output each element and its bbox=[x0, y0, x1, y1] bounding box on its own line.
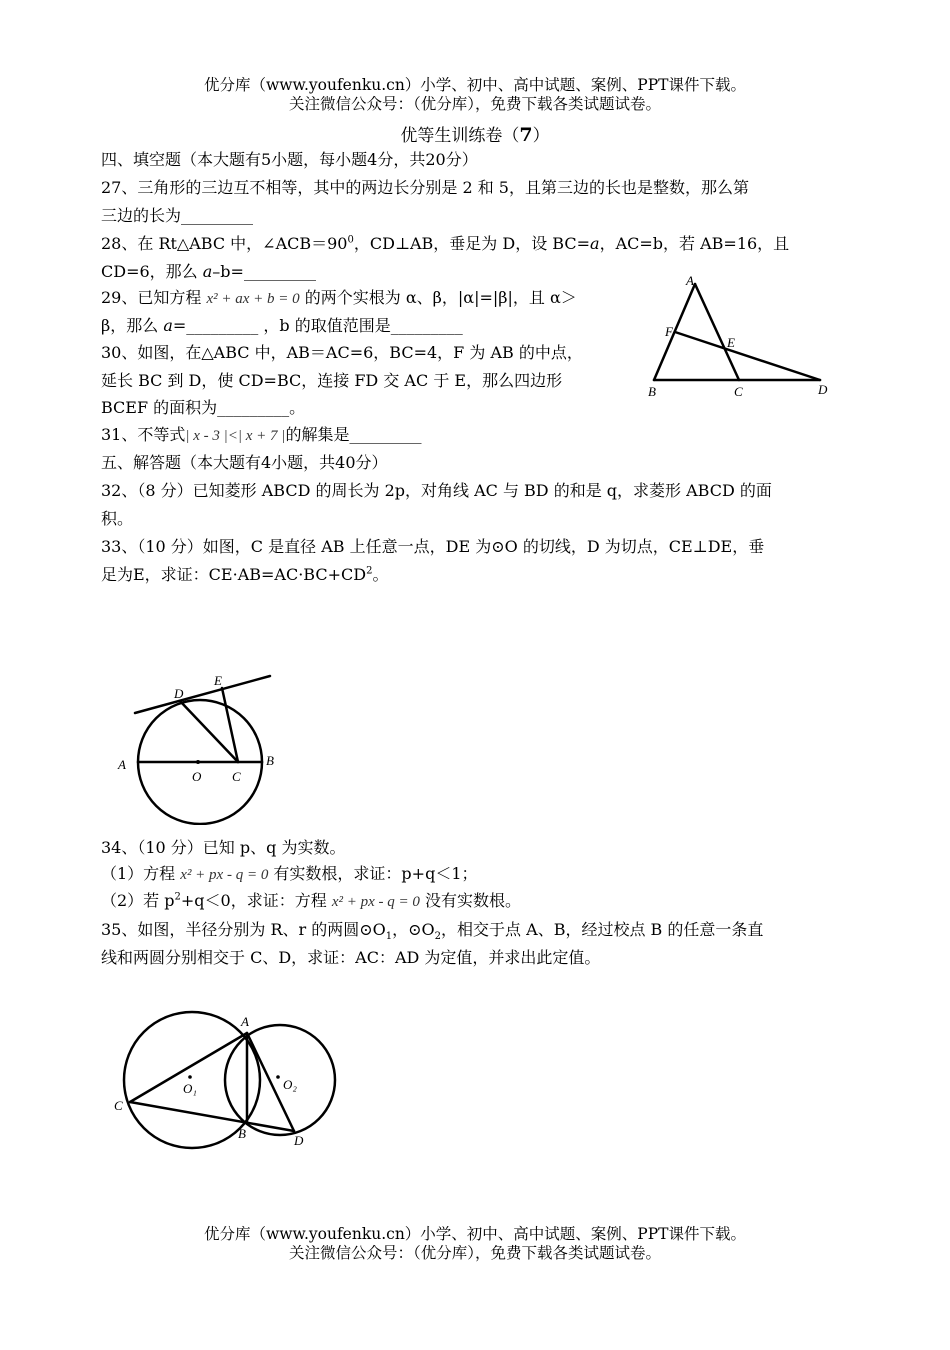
label-b: B bbox=[648, 384, 656, 399]
q32-line-2: 积。 bbox=[101, 509, 134, 528]
q29-line-2 bbox=[101, 316, 463, 336]
q28-text: –b=_________ bbox=[212, 262, 316, 281]
label-c: C bbox=[734, 384, 743, 399]
q31-line bbox=[101, 425, 421, 446]
label-f: F bbox=[665, 324, 673, 339]
center-o1 bbox=[188, 1075, 192, 1079]
segment-ec bbox=[222, 688, 238, 762]
circle-o2 bbox=[225, 1025, 335, 1135]
label-b: B bbox=[266, 753, 274, 768]
q35-text: ，⊙O bbox=[392, 920, 435, 939]
two-circles-figure bbox=[110, 1005, 350, 1155]
q31-text: 的解集是_________ bbox=[285, 425, 422, 444]
q35-subscript: 2 bbox=[434, 931, 442, 943]
label-c: C bbox=[232, 769, 241, 784]
label-o: O bbox=[192, 769, 202, 784]
label-a: A bbox=[686, 273, 694, 288]
label-e: E bbox=[727, 335, 735, 350]
q28-text: ，AC=b，若 AB=16，且 bbox=[599, 234, 790, 253]
q27-line-1: 27、三角形的三边互不相等，其中的两边长分别是 2 和 5，且第三边的长也是整数，那么第 bbox=[101, 178, 749, 197]
q35-text: 35、如图，半径分别为 R、r 的两圆⊙O bbox=[101, 920, 386, 939]
label-c: C bbox=[114, 1098, 123, 1113]
title-prefix: 优等生训练卷（ bbox=[400, 126, 520, 146]
q28-var-a: a bbox=[590, 234, 600, 253]
q29-line-1 bbox=[101, 288, 577, 309]
q34-equation: x² + px - q = 0 bbox=[180, 867, 269, 883]
q34-text: 没有实数根。 bbox=[419, 891, 521, 910]
q34-line-2 bbox=[101, 864, 478, 885]
section-fill-blank: 四、填空题（本大题有5小题，每小题4分，共20分） bbox=[101, 150, 478, 169]
q29-text: 29、已知方程 bbox=[101, 288, 207, 307]
label-e: E bbox=[214, 673, 222, 688]
q29-text: =_________ ，b 的取值范围是_________ bbox=[172, 316, 463, 335]
label-o2: O₂ bbox=[283, 1077, 297, 1092]
q30-line-3: BCEF 的面积为_________。 bbox=[101, 398, 306, 417]
segment-fd bbox=[675, 332, 820, 380]
page-title bbox=[0, 121, 950, 146]
q29-equation: x² + ax + b = 0 bbox=[206, 291, 300, 307]
label-d: D bbox=[174, 686, 184, 701]
q31-text: 31、不等式 bbox=[101, 425, 186, 444]
q34-square-sup: 2 bbox=[174, 891, 181, 903]
header-line-2: 关注微信公众号：（优分库），免费下载各类试题试卷。 bbox=[288, 95, 661, 113]
center-o2 bbox=[276, 1075, 280, 1079]
q29-var-a: a bbox=[163, 316, 173, 335]
q34-line-3 bbox=[101, 891, 521, 912]
q28-text: 28、在 Rt△ABC 中，∠ACB＝90 bbox=[101, 234, 348, 253]
label-d: D bbox=[818, 382, 828, 397]
label-d: D bbox=[294, 1133, 304, 1148]
q33-line-2 bbox=[101, 565, 388, 585]
title-number: 7 bbox=[519, 124, 533, 146]
q34-equation: x² + px - q = 0 bbox=[331, 894, 420, 910]
q35-subscript: 1 bbox=[385, 931, 393, 943]
footer-line-1: 优分库（www.youfenku.cn）小学、初中、高中试题、案例、PPT课件下载。 bbox=[203, 1225, 747, 1243]
q34-text: （1）方程 bbox=[101, 864, 181, 883]
triangle-figure bbox=[640, 272, 840, 402]
label-a: A bbox=[118, 757, 126, 772]
footer-line-2: 关注微信公众号：（优分库），免费下载各类试题试卷。 bbox=[288, 1244, 661, 1262]
q33-text: 足为E，求证：CE·AB=AC·BC+CD bbox=[101, 565, 367, 584]
segment-dc bbox=[180, 701, 238, 762]
q27-line-2: 三边的长为_________ bbox=[101, 206, 254, 225]
label-o1: O₁ bbox=[183, 1081, 197, 1096]
q35-line-1 bbox=[101, 920, 764, 943]
segment-cd bbox=[130, 1102, 294, 1131]
q29-text: β，那么 bbox=[101, 316, 164, 335]
q34-line-1: 34、（10 分）已知 p、q 为实数。 bbox=[101, 838, 346, 857]
header-line-1: 优分库（www.youfenku.cn）小学、初中、高中试题、案例、PPT课件下载。 bbox=[203, 76, 747, 94]
q35-line-2: 线和两圆分别相交于 C、D，求证：AC：AD 为定值，并求出此定值。 bbox=[101, 948, 601, 967]
q28-line-1 bbox=[101, 234, 789, 254]
title-suffix: ） bbox=[532, 126, 550, 146]
q32-line-1: 32、（8 分）已知菱形 ABCD 的周长为 2p，对角线 AC 与 BD 的和是 q，求菱形 ABCD 的面 bbox=[101, 481, 772, 500]
q28-text: CD=6，那么 bbox=[101, 262, 203, 281]
q28-text: ，CD⊥AB，垂足为 D，设 BC= bbox=[353, 234, 591, 253]
q28-degree-sup: 0 bbox=[347, 234, 354, 246]
q33-text: 。 bbox=[372, 565, 389, 584]
page-footer bbox=[0, 1225, 950, 1263]
q34-text: +q＜0，求证：方程 bbox=[180, 891, 332, 910]
q30-line-1: 30、如图，在△ABC 中，AB＝AC=6，BC=4，F 为 AB 的中点， bbox=[101, 343, 583, 362]
segment-ac bbox=[695, 284, 739, 380]
q33-square-sup: 2 bbox=[366, 565, 373, 577]
q30-line-2: 延长 BC 到 D，使 CD=BC，连接 FD 交 AC 于 E，那么四边形 bbox=[101, 371, 563, 390]
label-b: B bbox=[238, 1126, 246, 1141]
tangent-de bbox=[135, 676, 270, 713]
q28-var-a: a bbox=[202, 262, 213, 281]
page-header bbox=[0, 76, 950, 114]
q35-text: ，相交于点 A、B，经过校点 B 的任意一条直 bbox=[441, 920, 764, 939]
q34-text: 有实数根，求证：p+q＜1； bbox=[268, 864, 478, 883]
q31-inequality: | x - 3 |<| x + 7 | bbox=[185, 428, 286, 444]
label-a: A bbox=[241, 1014, 249, 1029]
circle-tangent-figure bbox=[110, 665, 290, 825]
q34-text: （2）若 p bbox=[101, 891, 175, 910]
section-solve: 五、解答题（本大题有4小题，共40分） bbox=[101, 453, 388, 472]
q28-line-2 bbox=[101, 262, 316, 282]
q33-line-1: 33、（10 分）如图，C 是直径 AB 上任意一点，DE 为⊙O 的切线，D 为切点，CE⊥DE，垂 bbox=[101, 537, 765, 556]
center-dot bbox=[196, 760, 200, 764]
q29-text: 的两个实根为 α、β，|α|=|β|，且 α＞ bbox=[299, 288, 577, 307]
